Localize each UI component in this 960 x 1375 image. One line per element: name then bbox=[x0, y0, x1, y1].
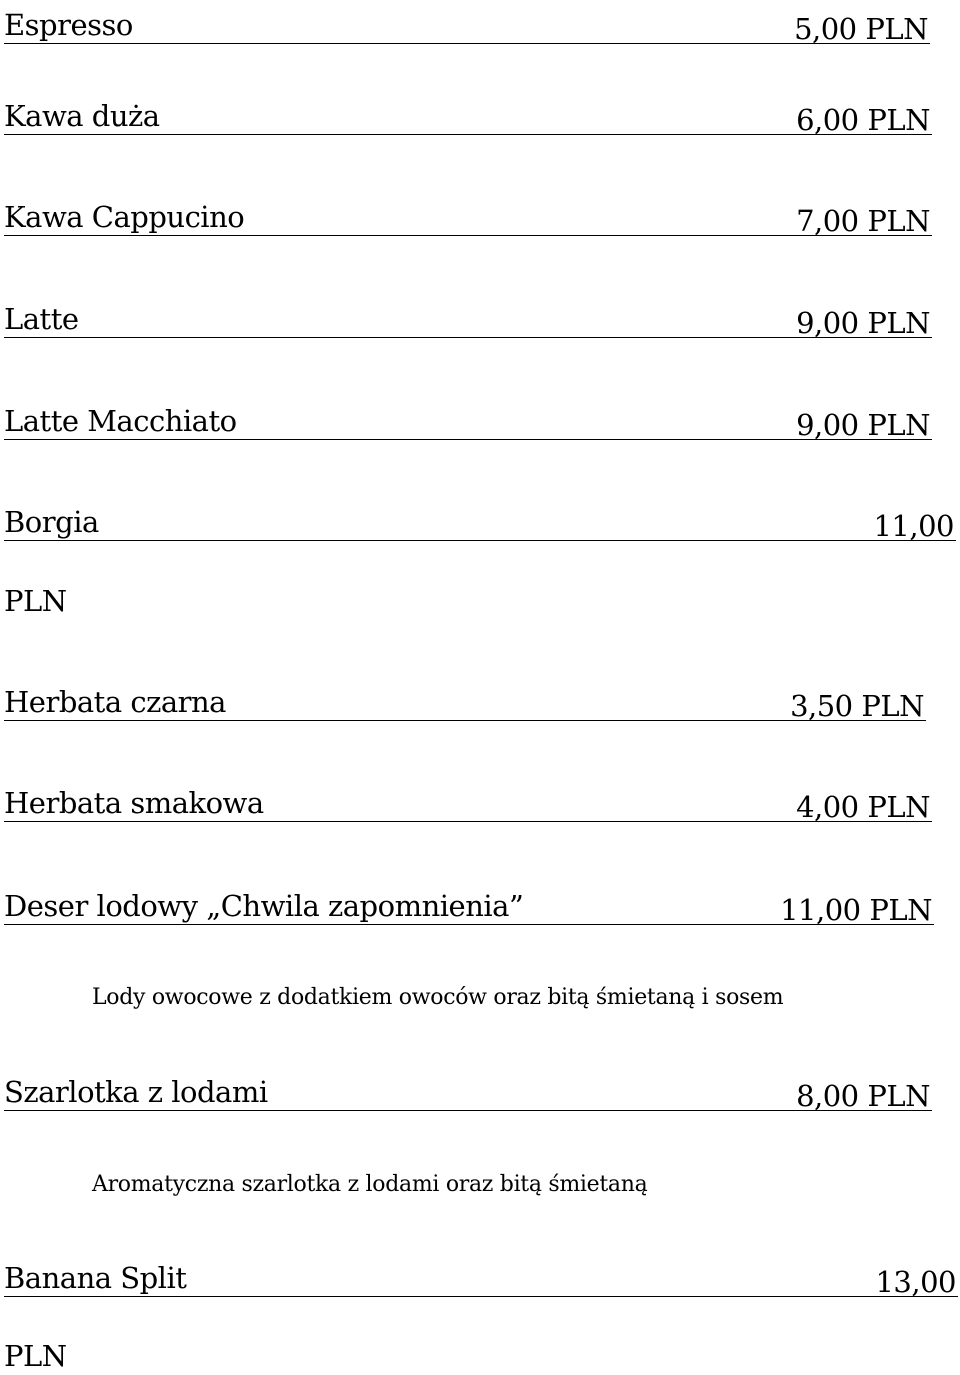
menu-item bbox=[0, 497, 956, 541]
menu-item bbox=[0, 91, 932, 135]
item-rule bbox=[4, 720, 926, 721]
item-rule bbox=[4, 540, 956, 541]
item-rule bbox=[4, 1296, 958, 1297]
item-rule bbox=[4, 821, 932, 822]
menu-item bbox=[0, 881, 934, 925]
item-price: 11,00 bbox=[873, 509, 954, 543]
item-name: Herbata czarna bbox=[4, 685, 226, 719]
item-name: Herbata smakowa bbox=[4, 786, 264, 820]
item-price: 5,00 PLN bbox=[794, 12, 928, 46]
item-description: Lody owocowe z dodatkiem owoców oraz bitą śmietaną i sosem bbox=[92, 985, 784, 1010]
item-name: Latte Macchiato bbox=[4, 404, 237, 438]
item-name: Kawa Cappucino bbox=[4, 200, 245, 234]
item-price: 8,00 PLN bbox=[796, 1079, 930, 1113]
menu-item bbox=[0, 396, 932, 440]
menu-item bbox=[0, 1067, 932, 1111]
item-name: Szarlotka z lodami bbox=[4, 1075, 268, 1109]
item-price: 4,00 PLN bbox=[796, 790, 930, 824]
item-rule bbox=[4, 337, 932, 338]
item-price: 9,00 PLN bbox=[796, 306, 930, 340]
item-name: Kawa duża bbox=[4, 99, 160, 133]
item-name: Espresso bbox=[4, 8, 133, 42]
item-price: 3,50 PLN bbox=[790, 689, 924, 723]
item-rule bbox=[4, 235, 932, 236]
menu-item bbox=[0, 0, 930, 44]
item-name: Latte bbox=[4, 302, 79, 336]
menu-item bbox=[0, 294, 932, 338]
item-price: 13,00 bbox=[875, 1265, 956, 1299]
item-price-wrap: PLN bbox=[4, 1339, 67, 1373]
item-price: 6,00 PLN bbox=[796, 103, 930, 137]
item-name: Banana Split bbox=[4, 1261, 187, 1295]
item-price-wrap: PLN bbox=[4, 584, 67, 618]
item-name: Deser lodowy „Chwila zapomnienia” bbox=[4, 889, 524, 923]
item-price: 11,00 PLN bbox=[780, 893, 932, 927]
menu-item bbox=[0, 677, 926, 721]
item-rule bbox=[4, 439, 932, 440]
item-name: Borgia bbox=[4, 505, 99, 539]
item-description: Aromatyczna szarlotka z lodami oraz bitą śmietaną bbox=[92, 1172, 648, 1197]
item-rule bbox=[4, 1110, 932, 1111]
menu-item bbox=[0, 192, 932, 236]
menu-item bbox=[0, 778, 932, 822]
item-price: 9,00 PLN bbox=[796, 408, 930, 442]
item-rule bbox=[4, 134, 932, 135]
item-price: 7,00 PLN bbox=[796, 204, 930, 238]
item-rule bbox=[4, 43, 930, 44]
menu-item bbox=[0, 1253, 958, 1297]
